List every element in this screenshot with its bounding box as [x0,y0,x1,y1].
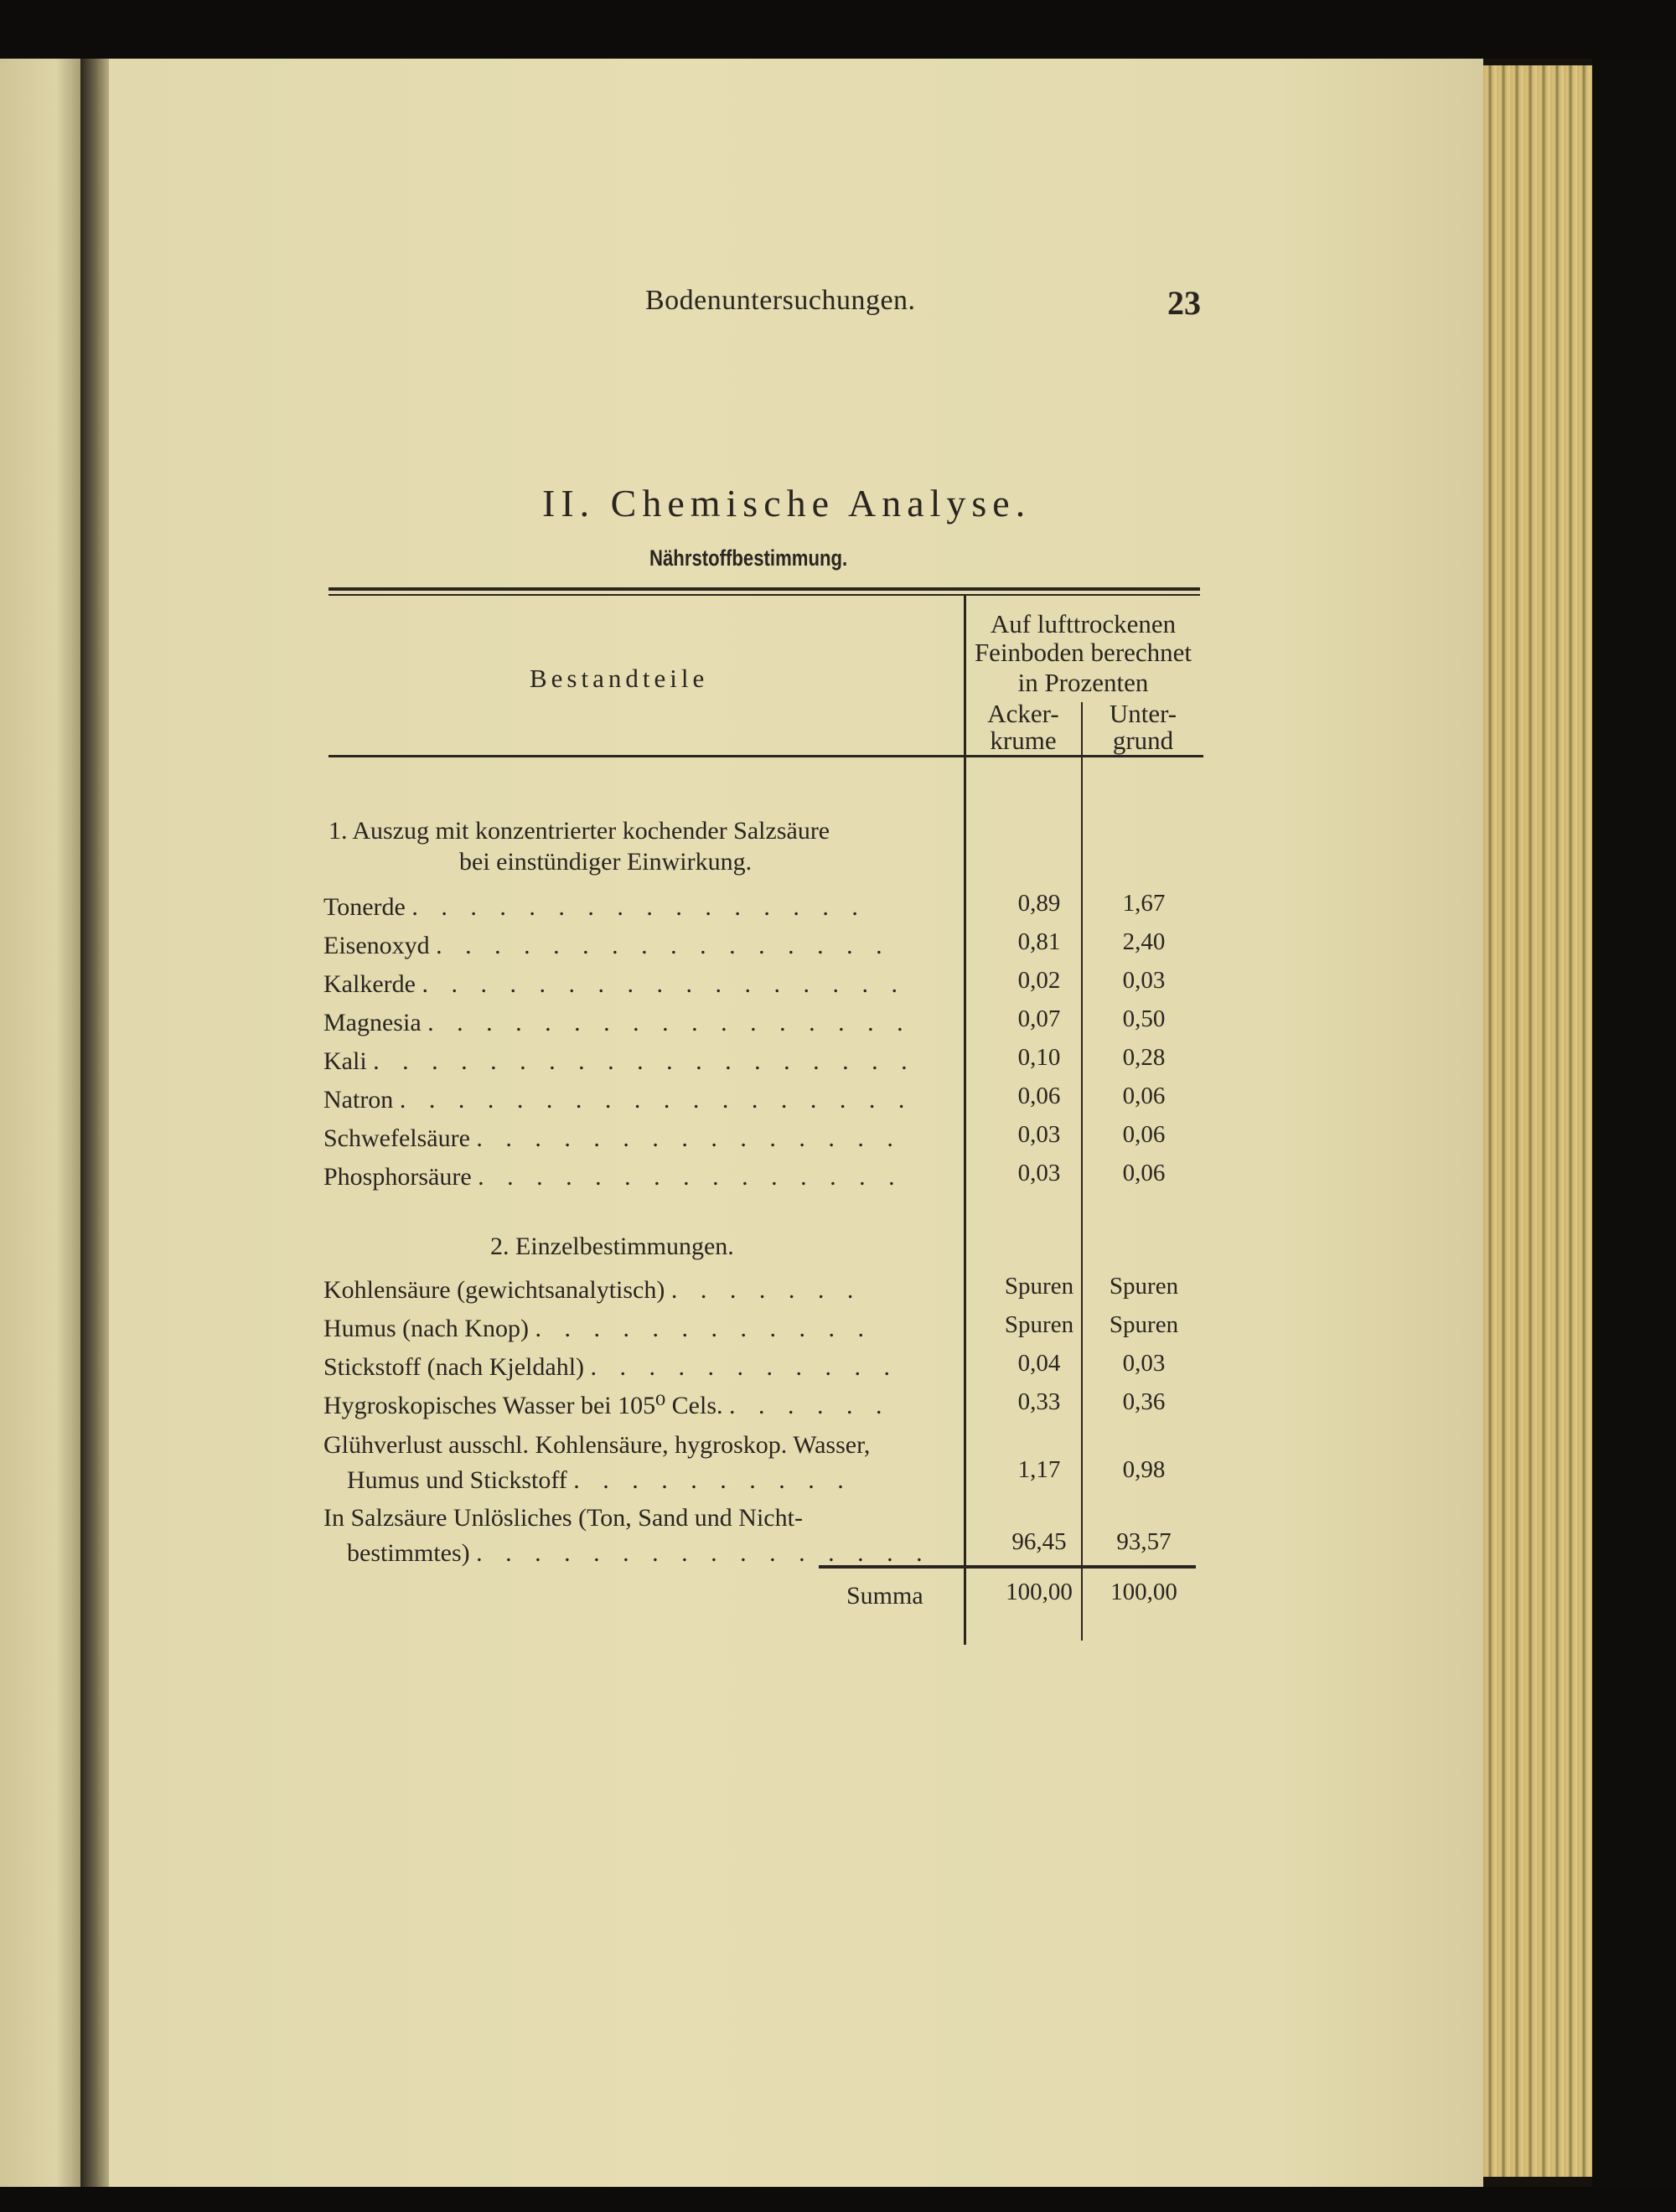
table-row-label: Phosphorsäure . . . . . . . . . . . . . . . [323,1163,903,1191]
header-bottom-rule [328,755,1203,757]
table-row-label: Humus (nach Knop) . . . . . . . . . . . . [323,1315,872,1342]
table-cell-ackerkrume: Spuren [1004,1273,1074,1300]
table-cell-untergrund: 0,98 [1122,1456,1166,1483]
table-cell-untergrund: 93,57 [1116,1528,1172,1555]
summa-untergrund: 100,00 [1110,1579,1177,1605]
table-top-rule [328,587,1200,591]
table-cell-ackerkrume: 0,03 [1017,1121,1061,1148]
section-title: II. Chemische Analyse. [542,482,1032,525]
book-gutter [80,59,109,2187]
table-cell-untergrund: Spuren [1109,1273,1179,1300]
table-cell-ackerkrume: 0,89 [1017,890,1061,917]
section-subtitle: Nährstoffbestimmung. [649,545,848,571]
table-cell-untergrund: 0,06 [1122,1160,1166,1186]
page-edges [1483,65,1604,2177]
table-top-rule-thin [328,594,1200,596]
table-row-label: Schwefelsäure . . . . . . . . . . . . . . . [323,1124,902,1152]
table-cell-ackerkrume: 0,33 [1017,1388,1061,1415]
table-row-label: Stickstoff (nach Kjeldahl) . . . . . . . . . . . [323,1353,899,1381]
table-cell-untergrund: 0,36 [1122,1388,1166,1415]
table-cell-untergrund: 0,06 [1122,1121,1166,1148]
book-cover-edge [1592,59,1676,2187]
page-number: 23 [1167,284,1201,322]
right-page [109,59,1483,2187]
table-row-label: Kalkerde . . . . . . . . . . . . . . . . . [323,970,906,998]
column-header-line-1: Auf lufttrockenen [990,609,1177,638]
table-cell-ackerkrume: 0,03 [1017,1160,1061,1186]
running-header: Bodenuntersuchungen. [645,285,916,316]
table-cell-ackerkrume: 0,10 [1017,1044,1061,1071]
table-cell-untergrund: 2,40 [1122,928,1166,955]
subheader-ackerkrume-2: krume [990,726,1057,755]
table-cell-ackerkrume: 0,02 [1017,967,1061,994]
column-header-bestandteile: Bestandteile [530,664,709,693]
table-cell-ackerkrume: 0,06 [1017,1083,1061,1109]
table-cell-untergrund: 0,03 [1122,1350,1166,1377]
table-cell-untergrund: 0,03 [1122,967,1166,994]
gluehverlust-label-line1: Glühverlust ausschl. Kohlensäure, hygroskop. Wasser, [323,1431,871,1459]
gluehverlust-label-line2: Humus und Stickstoff . . . . . . . . . . [347,1466,852,1494]
unloesliches-label-line1: In Salzsäure Unlösliches (Ton, Sand und Nicht- [323,1504,803,1532]
table-row-label: Magnesia . . . . . . . . . . . . . . . . . [323,1009,912,1036]
section1-title-line1: 1. Auszug mit konzentrierter kochender Salzsäure [328,817,830,845]
table-cell-ackerkrume: 0,07 [1017,1005,1061,1032]
table-row-label: Kali . . . . . . . . . . . . . . . . . . . [323,1047,916,1075]
summa-label: Summa [846,1582,923,1610]
unloesliches-label-line2: bestimmtes) . . . . . . . . . . . . . . . . [347,1539,931,1567]
table-row-label: Natron . . . . . . . . . . . . . . . . . . [323,1086,913,1114]
column-header-line-2: Feinboden berechnet [974,638,1192,667]
table-cell-untergrund: 1,67 [1122,890,1166,917]
table-cell-untergrund: 0,28 [1122,1044,1166,1071]
table-cell-untergrund: Spuren [1109,1311,1179,1338]
table-row-label: Hygroskopisches Wasser bei 105⁰ Cels. . . . . . . [323,1392,891,1419]
section1-title-line2: bei einstündiger Einwirkung. [459,848,753,876]
left-page-edge [0,59,80,2187]
table-cell-ackerkrume: 1,17 [1017,1456,1061,1483]
table-row-label: Kohlensäure (gewichtsanalytisch) . . . . . . . [323,1276,862,1304]
table-row-label: Eisenoxyd . . . . . . . . . . . . . . . . [323,932,891,959]
subheader-untergrund-2: grund [1112,726,1174,755]
table-cell-ackerkrume: Spuren [1004,1311,1074,1338]
table-cell-untergrund: 0,50 [1122,1005,1166,1032]
table-row-label: Tonerde . . . . . . . . . . . . . . . . [323,893,866,921]
table-cell-ackerkrume: 0,81 [1017,928,1061,955]
table-cell-ackerkrume: 96,45 [1011,1528,1067,1555]
section2-title: 2. Einzelbestimmungen. [490,1233,734,1260]
subheader-untergrund-1: Unter- [1109,699,1177,728]
subheader-ackerkrume-1: Acker- [987,699,1059,728]
table-cell-untergrund: 0,06 [1122,1083,1166,1109]
summa-ackerkrume: 100,00 [1006,1579,1073,1605]
table-cell-ackerkrume: 0,04 [1017,1350,1061,1377]
column-header-line-3: in Prozenten [1017,668,1149,697]
